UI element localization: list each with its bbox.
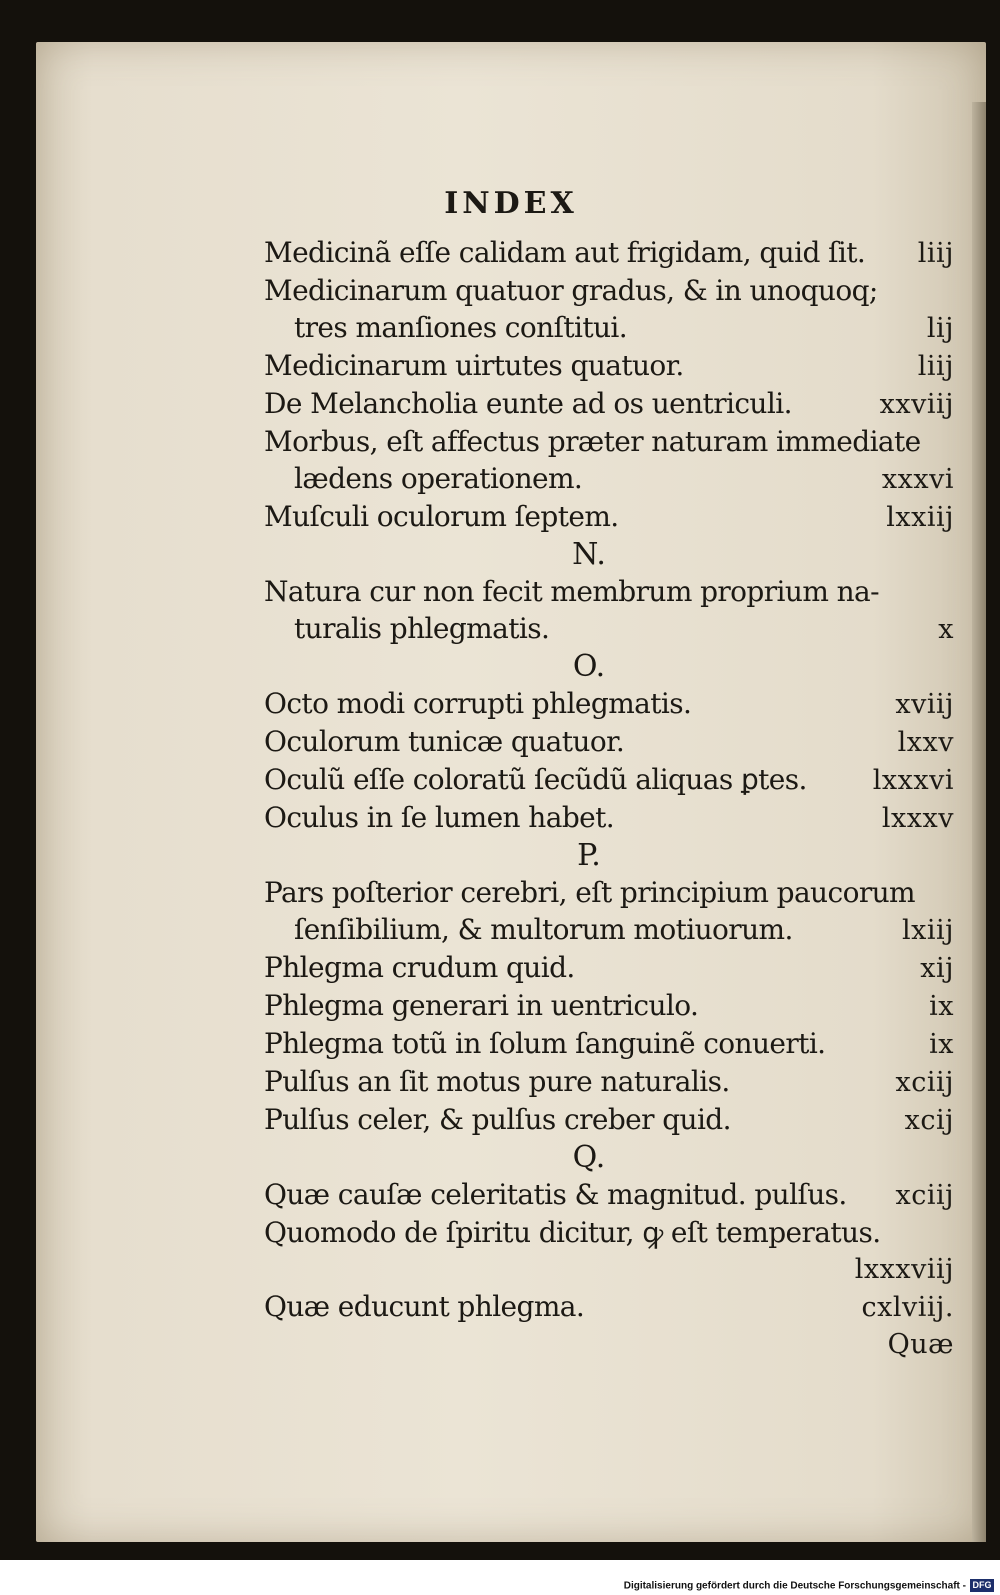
index-entry — [264, 347, 954, 385]
index-entry — [264, 573, 954, 610]
page-reference: xciij — [895, 1180, 954, 1211]
index-entry — [264, 685, 954, 723]
index-entry — [264, 272, 954, 309]
entry-text: Oculus in ſe lumen habet. — [264, 801, 615, 834]
page-reference: xcij — [904, 1105, 954, 1136]
page-reference: lxxxvi — [872, 765, 954, 796]
page-reference: liij — [917, 238, 954, 269]
page-reference: xciij — [895, 1067, 954, 1098]
page-reference: xxviij — [879, 389, 954, 420]
page-reference: xviij — [895, 689, 954, 720]
index-entry — [264, 1025, 954, 1063]
entry-text: Natura cur non fecit membrum proprium na- — [264, 575, 879, 608]
entry-text: Quomodo de ſpiritu dicitur, ꝙ eſt temperatus. — [264, 1216, 881, 1249]
entry-text: Phlegma crudum quid. — [264, 951, 575, 984]
page-reference: lxxiij — [886, 502, 954, 533]
index-entry — [264, 949, 954, 987]
index-entry — [264, 460, 954, 498]
section-letter: N. — [572, 537, 606, 572]
section-letter: P. — [577, 838, 601, 873]
index-entry — [264, 911, 954, 949]
entry-text: Phlegma totũ in ſolum ſanguinẽ conuerti. — [264, 1027, 826, 1060]
page-reference: ix — [929, 991, 954, 1022]
entry-text: Medicinarum uirtutes quatuor. — [264, 349, 684, 382]
page-reference: lij — [926, 313, 954, 344]
entry-text: ſenſibilium, & multorum motiuorum. — [294, 913, 793, 946]
index-entry — [264, 385, 954, 423]
index-entry — [264, 987, 954, 1025]
entry-text: De Melancholia eunte ad os uentriculi. — [264, 387, 792, 420]
page-reference: cxlviij. — [861, 1292, 954, 1323]
entry-text: Medicinã eſſe calidam aut frigidam, quid ſit. — [264, 236, 866, 269]
index-entry — [264, 799, 954, 837]
page-heading: INDEX — [444, 186, 578, 221]
index-entry — [264, 423, 954, 460]
entry-text: Oculorum tunicæ quatuor. — [264, 725, 625, 758]
page-reference: lxxv — [897, 727, 954, 758]
entry-text: Medicinarum quatuor gradus, & in unoquoq; — [264, 274, 878, 307]
entry-text: lædens operationem. — [294, 462, 583, 495]
index-entry — [264, 1288, 954, 1326]
index-entry — [264, 309, 954, 347]
dfg-logo: DFG — [970, 1579, 994, 1592]
entry-text: turalis phlegmatis. — [294, 612, 550, 645]
index-entry — [264, 610, 954, 648]
entry-text: Morbus, eſt affectus præter naturam immediate — [264, 425, 921, 458]
page-edge — [972, 102, 986, 1542]
page-reference: xij — [920, 953, 954, 984]
catchword-row — [264, 1326, 954, 1363]
entry-text: Pars poſterior cerebri, eſt principium paucorum — [264, 876, 915, 909]
index-entry — [264, 498, 954, 536]
page-reference: lxiij — [901, 915, 954, 946]
section-letter: O. — [572, 649, 606, 684]
index-entry — [264, 1176, 954, 1214]
entry-text: Muſculi oculorum ſeptem. — [264, 500, 619, 533]
entry-text: Octo modi corrupti phlegmatis. — [264, 687, 692, 720]
index-entries — [264, 234, 954, 1363]
section-letter: Q. — [572, 1140, 606, 1175]
entry-text: Oculũ eſſe coloratũ ſecũdũ aliquas ꝑtes. — [264, 763, 807, 796]
index-entry — [264, 874, 954, 911]
index-entry — [264, 1063, 954, 1101]
entry-text: tres manſiones conſtitui. — [294, 311, 628, 344]
index-entry — [264, 1214, 954, 1251]
page-reference: lxxxv — [881, 803, 954, 834]
index-entry — [264, 234, 954, 272]
index-entry — [264, 1101, 954, 1139]
book-page — [36, 42, 986, 1542]
page-reference: lxxxviij — [854, 1254, 954, 1285]
page-reference: xxxvi — [881, 464, 954, 495]
footer-credit: Digitalisierung gefördert durch die Deutsche Forschungsgemeinschaft - — [623, 1580, 966, 1592]
entry-text: Quæ cauſæ celeritatis & magnitud. pulſus. — [264, 1178, 847, 1211]
entry-text: Quæ educunt phlegma. — [264, 1290, 585, 1323]
index-entry — [264, 1251, 954, 1288]
entry-text: Pulſus an ſit motus pure naturalis. — [264, 1065, 730, 1098]
index-entry — [264, 723, 954, 761]
index-entry — [264, 761, 954, 799]
page-reference: liij — [917, 351, 954, 382]
catchword: Quæ — [887, 1329, 954, 1360]
entry-text: Phlegma generari in uentriculo. — [264, 989, 699, 1022]
page-reference: ix — [929, 1029, 954, 1060]
entry-text: Pulſus celer, & pulſus creber quid. — [264, 1103, 731, 1136]
page-reference: x — [938, 614, 954, 645]
